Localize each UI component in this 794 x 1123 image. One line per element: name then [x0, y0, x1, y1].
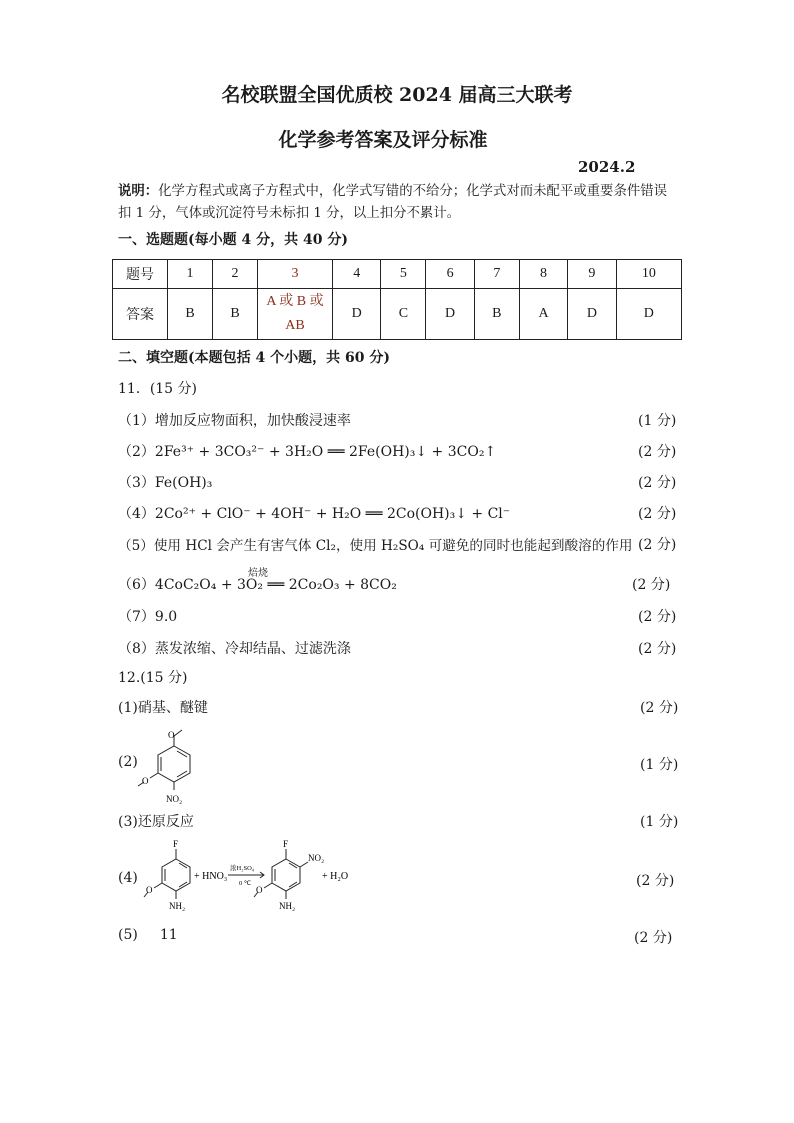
item-score: (2 分)	[638, 641, 677, 657]
answer-cell: D	[426, 289, 474, 340]
item-text: Fe(OH)₃	[154, 475, 213, 491]
oxygen-label: O	[168, 730, 175, 740]
document-subtitle: 化学参考答案及评分标准	[278, 129, 488, 151]
question-number: 6	[426, 260, 474, 289]
answer-cell: D	[568, 289, 616, 340]
q11-header: 11．(15 分)	[118, 381, 198, 397]
item-text: 增加反应物面积，加快酸浸速率	[154, 413, 351, 429]
q12-item	[118, 811, 194, 831]
item-number: （1）	[118, 413, 155, 429]
item-text: 9.0	[154, 609, 178, 625]
q12-item	[118, 927, 178, 943]
item-score: (2 分)	[638, 506, 677, 522]
question-number: 3	[258, 260, 333, 289]
nitro-label: NO₂	[166, 794, 183, 804]
question-number: 9	[568, 260, 616, 289]
item-text: 还原反应	[137, 814, 194, 830]
item-number: (3)	[118, 814, 138, 830]
water-label: + H₂O	[322, 871, 349, 882]
note-label: 说明：	[118, 183, 159, 199]
section2-heading: 二、填空题(本题包括 4 个小题，共 60 分)	[118, 350, 390, 366]
item-score: (2 分)	[638, 609, 677, 625]
oxygen-label: O	[146, 885, 153, 895]
amino-label: NH₂	[279, 901, 296, 911]
item-score: (2 分)	[638, 475, 677, 491]
scoring-note	[118, 180, 678, 225]
q12-item	[118, 697, 208, 717]
oxygen-label: O	[256, 885, 263, 895]
item-number: （8）	[118, 641, 155, 657]
document-title: 名校联盟全国优质校 2024 届高三大联考	[221, 84, 573, 106]
q11-item	[118, 503, 510, 523]
note-text: 化学方程式或离子方程式中，化学式写错的不给分；化学式对而未配平或重要条件错误扣 1 分，气体或沉淀符号未标扣 1 分，以上扣分不累计。	[118, 184, 668, 221]
item-text: 2Co²⁺ + ClO⁻ + 4OH⁻ + H₂O ══ 2Co(OH)₃↓ + Cl⁻	[154, 506, 511, 522]
answer-cell: A	[519, 289, 567, 340]
item-number: (5)	[118, 927, 138, 943]
question-number: 8	[519, 260, 567, 289]
item-text: 蒸发浓缩、冷却结晶、过滤洗涤	[154, 641, 351, 657]
item-score: (1 分)	[640, 814, 679, 830]
row-label-answer: 答案	[113, 289, 168, 340]
answer-cell: C	[381, 289, 426, 340]
item-text: 硝基、醚键	[137, 700, 208, 716]
q11-item	[118, 441, 496, 461]
q11-item	[118, 410, 351, 430]
question-number: 2	[213, 260, 258, 289]
structure-dimethoxy-nitrobenzene	[132, 718, 212, 808]
item-score: (2 分)	[638, 537, 677, 553]
q11-item	[118, 638, 351, 658]
item-score: (2 分)	[636, 873, 675, 889]
fluorine-label: F	[283, 839, 289, 849]
item-text: 使用 HCl 会产生有害气体 Cl₂，使用 H₂SO₄ 可避免的同时也能起到酸溶的作用	[153, 538, 633, 554]
row-label-question: 题号	[113, 260, 168, 289]
nitric-acid-label: + HNO₃	[194, 871, 228, 882]
item-number: （7）	[118, 609, 155, 625]
item-score: (1 分)	[640, 757, 679, 773]
item-number: （3）	[118, 475, 155, 491]
item-text: 4CoC₂O₄ + 3O₂ ══ 2Co₂O₃ + 8CO₂	[154, 577, 397, 593]
item-score: (2 分)	[640, 700, 679, 716]
question-number: 7	[474, 260, 519, 289]
question-number: 5	[381, 260, 426, 289]
item-number: (4)	[118, 870, 138, 886]
question-number: 10	[616, 260, 681, 289]
item-score: (1 分)	[638, 413, 677, 429]
fluorine-label: F	[173, 839, 179, 849]
item-text: 11	[159, 927, 178, 943]
item-number: （5）	[118, 538, 154, 554]
nitro-label: NO₂	[308, 853, 325, 863]
item-score: (2 分)	[632, 577, 671, 593]
reaction-condition: 焙烧	[248, 568, 268, 579]
answer-cell: B	[168, 289, 213, 340]
item-number: (1)	[118, 700, 138, 716]
q11-item	[118, 472, 212, 492]
answer-table	[112, 259, 682, 340]
q11-item	[118, 606, 177, 626]
answer-cell: B	[213, 289, 258, 340]
item-number: (2)	[118, 754, 138, 770]
item-score: (2 分)	[638, 444, 677, 460]
answer-table-row-answers	[113, 289, 682, 340]
answer-cell: B	[474, 289, 519, 340]
answer-table-row-questions	[113, 260, 682, 289]
answer-cell: D	[616, 289, 681, 340]
item-number: （6）	[118, 577, 155, 593]
nitration-reaction-scheme	[136, 835, 376, 920]
item-number: （4）	[118, 506, 155, 522]
question-number: 1	[168, 260, 213, 289]
answer-cell: A 或 B 或 AB	[258, 289, 333, 340]
item-score: (2 分)	[634, 930, 673, 946]
oxygen-label: O	[142, 776, 149, 786]
item-number: （2）	[118, 444, 155, 460]
question-number: 4	[333, 260, 381, 289]
condition-acid-label: 浓H₂SO₄	[230, 865, 255, 872]
answer-cell: D	[333, 289, 381, 340]
condition-temp-label: 0 ℃	[239, 880, 252, 887]
section1-heading: 一、选题题(每小题 4 分，共 40 分)	[118, 232, 348, 248]
q12-header: 12.(15 分)	[118, 670, 188, 686]
document-date: 2024.2	[578, 158, 636, 176]
amino-label: NH₂	[169, 901, 186, 911]
q11-item	[118, 534, 633, 554]
item-text: 2Fe³⁺ + 3CO₃²⁻ + 3H₂O ══ 2Fe(OH)₃↓ + 3CO₂↑	[154, 444, 497, 460]
